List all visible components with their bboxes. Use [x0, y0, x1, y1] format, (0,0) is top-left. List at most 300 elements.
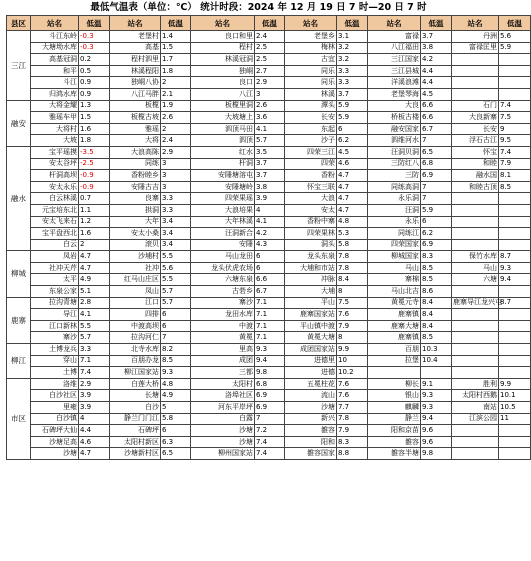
station-name: 鹿寨大塘: [368, 320, 421, 332]
station-name: 流山: [285, 390, 337, 402]
station-name: 白露: [191, 413, 255, 425]
min-temp-value: 7.4: [79, 367, 110, 379]
min-temp-value: -0.9: [79, 170, 110, 182]
min-temp-value: 8.4: [337, 274, 368, 286]
min-temp-value: 1.5: [161, 42, 191, 54]
table-row: [7, 146, 531, 158]
station-name: 里高: [191, 344, 255, 356]
station-name: [452, 216, 499, 228]
station-name: 土博龙兵: [31, 344, 79, 356]
min-temp-value: 9.4: [499, 274, 531, 286]
min-temp-value: 10: [337, 355, 368, 367]
min-temp-value: [499, 77, 531, 89]
min-temp-value: 3.9: [79, 402, 110, 414]
station-name: 梅林: [285, 42, 337, 54]
min-temp-value: 9.3: [421, 402, 452, 414]
station-name: 宝平盘西北: [31, 228, 79, 240]
county-name: 市区: [7, 378, 31, 459]
column-header: 低温: [499, 16, 531, 31]
station-name: [452, 239, 499, 251]
station-name: 大浪高陈: [110, 146, 161, 158]
min-temp-value: 8.4: [421, 297, 452, 309]
min-temp-value: 4.8: [161, 378, 191, 390]
min-temp-value: 2.7: [255, 65, 285, 77]
min-temp-value: 6.9: [421, 239, 452, 251]
station-name: 白沙: [110, 402, 161, 414]
table-body: [7, 31, 531, 460]
min-temp-value: 9.6: [421, 436, 452, 448]
min-temp-value: [499, 436, 531, 448]
station-name: 土博: [31, 367, 79, 379]
county-name: 柳江: [7, 344, 31, 379]
station-name: 洞头: [285, 239, 337, 251]
station-name: 香粉: [285, 170, 337, 182]
min-temp-value: 8.6: [421, 286, 452, 298]
station-name: 潭头: [285, 100, 337, 112]
station-name: 独峒: [191, 65, 255, 77]
station-name: [452, 88, 499, 100]
column-header: 站名: [110, 16, 161, 31]
min-temp-value: 4.6: [79, 436, 110, 448]
min-temp-value: 4.8: [337, 216, 368, 228]
station-name: 大良新寨: [452, 112, 499, 124]
table-row: [7, 378, 531, 390]
min-temp-value: 6.6: [421, 100, 452, 112]
min-temp-value: 8.5: [421, 274, 452, 286]
table-row: [7, 216, 531, 228]
min-temp-value: 2.6: [255, 100, 285, 112]
station-name: 古砦乡: [191, 286, 255, 298]
min-temp-value: 2.4: [161, 135, 191, 147]
min-temp-value: 1.8: [79, 135, 110, 147]
station-name: 阳和京苗: [368, 425, 421, 437]
station-name: 沙塘: [31, 448, 79, 460]
min-temp-value: [499, 367, 531, 379]
station-name: 良寨: [110, 193, 161, 205]
station-name: [452, 286, 499, 298]
station-name: 融水国: [452, 170, 499, 182]
min-temp-value: 8.5: [421, 332, 452, 344]
station-name: 白沙社区: [31, 390, 79, 402]
min-temp-value: 3.3: [161, 204, 191, 216]
station-name: 银山: [368, 390, 421, 402]
table-row: [7, 42, 531, 54]
station-name: 元宝培东北: [31, 204, 79, 216]
station-name: 老堡琴海: [368, 88, 421, 100]
min-temp-value: 10.4: [421, 355, 452, 367]
station-name: 静兰: [368, 413, 421, 425]
min-temp-value: 7.4: [255, 448, 285, 460]
min-temp-value: 0.5: [79, 65, 110, 77]
station-name: 斗江: [31, 77, 79, 89]
station-name: 安太小桑: [110, 228, 161, 240]
min-temp-value: [499, 228, 531, 240]
station-name: 马山: [368, 262, 421, 274]
station-name: 成团国家站: [285, 344, 337, 356]
station-name: 安太谷坪: [31, 158, 79, 170]
min-temp-value: 3.3: [79, 344, 110, 356]
station-name: 安太: [285, 204, 337, 216]
min-temp-value: 3.7: [337, 88, 368, 100]
station-name: 和平: [31, 65, 79, 77]
station-name: 大埔: [285, 286, 337, 298]
min-temp-value: 5.3: [337, 228, 368, 240]
min-temp-value: 6.9: [421, 170, 452, 182]
station-name: 林溪程阳: [110, 65, 161, 77]
station-name: 洛维: [31, 378, 79, 390]
station-name: 三江国家: [368, 54, 421, 66]
min-temp-value: 5.8: [337, 239, 368, 251]
column-header: 县区: [7, 16, 31, 31]
station-name: 汪洞: [368, 204, 421, 216]
table-row: [7, 262, 531, 274]
min-temp-value: 6.2: [421, 228, 452, 240]
station-name: [452, 367, 499, 379]
min-temp-value: 9.5: [499, 135, 531, 147]
station-name: 柳江国家站: [110, 367, 161, 379]
station-name: 柳州国家站: [191, 448, 255, 460]
station-name: 永乐洞: [368, 193, 421, 205]
min-temp-value: 9.1: [421, 378, 452, 390]
min-temp-value: [499, 216, 531, 228]
min-temp-value: 5.5: [161, 251, 191, 263]
min-temp-value: [499, 332, 531, 344]
min-temp-value: 8.7: [499, 297, 531, 309]
table-row: [7, 413, 531, 425]
column-header: 低温: [161, 16, 191, 31]
station-name: 良口: [191, 77, 255, 89]
min-temp-value: 2: [161, 123, 191, 135]
min-temp-value: 3.7: [255, 158, 285, 170]
station-name: 安陲塘岭: [191, 181, 255, 193]
station-name: [452, 309, 499, 321]
station-name: 雅瑶: [110, 123, 161, 135]
station-name: 安太永乐: [31, 181, 79, 193]
county-name: 融安: [7, 100, 31, 146]
station-name: 沙塘新村区: [110, 448, 161, 460]
station-name: 长安: [452, 123, 499, 135]
station-name: 麒麟: [368, 402, 421, 414]
station-name: 雒容: [368, 436, 421, 448]
station-name: [368, 367, 421, 379]
min-temp-value: 5.5: [79, 320, 110, 332]
min-temp-value: 8.4: [421, 309, 452, 321]
table-row: [7, 274, 531, 286]
min-temp-value: 6: [255, 262, 285, 274]
station-name: 寨棉: [368, 274, 421, 286]
min-temp-value: [499, 54, 531, 66]
station-name: 泗维河水: [368, 135, 421, 147]
station-name: 拱洞: [110, 204, 161, 216]
station-name: 沙塘足高: [31, 436, 79, 448]
min-temp-value: -2.5: [79, 158, 110, 170]
min-temp-value: 5.9: [421, 204, 452, 216]
column-header: 站名: [31, 16, 79, 31]
min-temp-value: 8.8: [337, 448, 368, 460]
table-row: [7, 448, 531, 460]
min-temp-value: 7.2: [255, 425, 285, 437]
station-name: 泗顶马田: [191, 123, 255, 135]
station-name: 古宜: [285, 54, 337, 66]
station-name: 六塘: [452, 274, 499, 286]
table-row: [7, 204, 531, 216]
min-temp-value: 7.1: [255, 309, 285, 321]
min-temp-value: 4.9: [79, 274, 110, 286]
station-name: 黄冕大塘: [285, 332, 337, 344]
min-temp-value: 7.1: [255, 332, 285, 344]
min-temp-value: 4.9: [161, 390, 191, 402]
min-temp-value: [499, 65, 531, 77]
min-temp-value: 7.6: [337, 390, 368, 402]
station-name: 良口和里: [191, 31, 255, 43]
table-row: [7, 367, 531, 379]
station-name: 冲脉: [285, 274, 337, 286]
station-name: 高基冠洞: [31, 54, 79, 66]
min-temp-value: 5.8: [161, 413, 191, 425]
table-row: [7, 65, 531, 77]
column-header: 低温: [255, 16, 285, 31]
station-name: 东泉公家: [31, 286, 79, 298]
station-name: 龙头东泉: [285, 251, 337, 263]
min-temp-value: 11: [499, 413, 531, 425]
min-temp-value: 3: [161, 158, 191, 170]
min-temp-value: 4.4: [79, 425, 110, 437]
table-row: [7, 123, 531, 135]
min-temp-value: 3.2: [337, 54, 368, 66]
station-name: 成团: [191, 355, 255, 367]
column-header: 低温: [79, 16, 110, 31]
min-temp-value: 8.4: [421, 320, 452, 332]
column-header: 站名: [191, 16, 255, 31]
min-temp-value: 6.9: [255, 402, 285, 414]
station-name: 胜利: [452, 378, 499, 390]
station-name: 红水: [191, 146, 255, 158]
min-temp-value: 5: [161, 402, 191, 414]
station-name: 新兴: [285, 413, 337, 425]
station-name: 四荣: [285, 158, 337, 170]
station-name: 社冲天芹: [31, 262, 79, 274]
station-name: 太阳村西鹅: [452, 390, 499, 402]
min-temp-value: 6.8: [255, 378, 285, 390]
min-temp-value: 1.6: [79, 123, 110, 135]
min-temp-value: 9.3: [421, 390, 452, 402]
min-temp-value: 7: [421, 193, 452, 205]
station-name: 百朋办龙: [110, 355, 161, 367]
table-row: [7, 309, 531, 321]
station-name: 太阳村新区: [110, 436, 161, 448]
min-temp-value: [499, 309, 531, 321]
station-name: 社冲: [110, 262, 161, 274]
min-temp-value: 9.9: [499, 378, 531, 390]
table-row: [7, 170, 531, 182]
station-name: 雒容半塘: [368, 448, 421, 460]
min-temp-value: -0.3: [79, 42, 110, 54]
min-temp-value: 2.1: [161, 88, 191, 100]
station-name: 浮石古江: [452, 135, 499, 147]
station-name: 和睦: [452, 158, 499, 170]
page-title: 最低气温表（单位：℃） 统计时段：2024 年 12 月 19 日 7 时—20 日 7 时: [90, 2, 427, 13]
station-name: 里雍: [31, 402, 79, 414]
min-temp-value: 4: [255, 204, 285, 216]
min-temp-value: 4.5: [421, 88, 452, 100]
station-name: 板榄: [110, 100, 161, 112]
min-temp-value: 2: [161, 77, 191, 89]
station-name: 林溪: [285, 88, 337, 100]
min-temp-value: 1.4: [161, 31, 191, 43]
station-name: 汪洞贝洞: [368, 146, 421, 158]
min-temp-value: 6: [161, 320, 191, 332]
station-name: 永乐: [368, 216, 421, 228]
min-temp-value: 4: [79, 413, 110, 425]
station-name: 滚贝: [110, 239, 161, 251]
min-temp-value: 5.1: [79, 286, 110, 298]
min-temperature-table: [6, 15, 531, 460]
station-name: 五冕柱花: [285, 378, 337, 390]
station-name: 同练: [110, 158, 161, 170]
min-temp-value: 8.5: [421, 262, 452, 274]
station-name: 东起: [285, 123, 337, 135]
station-name: 三都: [191, 367, 255, 379]
station-name: 马山: [452, 262, 499, 274]
min-temp-value: 1.7: [161, 54, 191, 66]
min-temp-value: [499, 204, 531, 216]
station-name: 大塘坳水库: [31, 42, 79, 54]
station-name: 阳和: [285, 436, 337, 448]
station-name: 白沙镇: [31, 413, 79, 425]
min-temp-value: [499, 193, 531, 205]
min-temp-value: [499, 239, 531, 251]
min-temp-value: 6.8: [421, 158, 452, 170]
station-name: 老堡乡: [285, 31, 337, 43]
min-temp-value: 1.6: [79, 228, 110, 240]
min-temp-value: 7.8: [337, 251, 368, 263]
min-temp-value: 5.6: [499, 31, 531, 43]
station-name: 石门: [452, 100, 499, 112]
min-temp-value: 3: [161, 170, 191, 182]
min-temp-value: 3.4: [161, 239, 191, 251]
station-name: 大坡: [31, 135, 79, 147]
station-name: 导江: [31, 309, 79, 321]
min-temp-value: 7.6: [337, 309, 368, 321]
station-name: 红马山庄区: [110, 274, 161, 286]
min-temp-value: 2.9: [161, 146, 191, 158]
min-temp-value: 8.7: [499, 251, 531, 263]
min-temp-value: 9.8: [255, 367, 285, 379]
station-name: 富禄匡里: [452, 42, 499, 54]
min-temp-value: 3.3: [161, 193, 191, 205]
station-name: 程村泗里: [110, 54, 161, 66]
county-name: 鹿寨: [7, 297, 31, 343]
min-temp-value: [421, 367, 452, 379]
min-temp-value: 4.7: [337, 204, 368, 216]
station-name: 龙头伏虎农场: [191, 262, 255, 274]
station-name: 大浪培果: [191, 204, 255, 216]
station-name: 沙子: [285, 135, 337, 147]
station-name: 四荣国家: [368, 239, 421, 251]
min-temp-value: 3.8: [421, 42, 452, 54]
min-temp-value: 4.1: [255, 216, 285, 228]
min-temp-value: 7: [421, 181, 452, 193]
station-name: 大良: [368, 100, 421, 112]
min-temp-value: 9.4: [255, 355, 285, 367]
table-row: [7, 355, 531, 367]
min-temp-value: 0.2: [79, 54, 110, 66]
station-name: 鹿寨国家站: [285, 309, 337, 321]
station-name: 三防: [368, 170, 421, 182]
station-name: 进德里: [285, 355, 337, 367]
station-name: [452, 355, 499, 367]
min-temp-value: 1.8: [161, 65, 191, 77]
station-name: 长安: [285, 112, 337, 124]
station-name: 寨沙: [31, 332, 79, 344]
station-name: 林溪冠洞: [191, 54, 255, 66]
min-temp-value: 5.9: [337, 112, 368, 124]
min-temp-value: 7.5: [499, 112, 531, 124]
table-row: [7, 332, 531, 344]
min-temp-value: 4.4: [421, 77, 452, 89]
min-temp-value: 8: [337, 286, 368, 298]
station-name: 板榄里洞: [191, 100, 255, 112]
county-name: 三江: [7, 31, 31, 101]
min-temp-value: 9: [499, 123, 531, 135]
station-name: 同乐: [285, 77, 337, 89]
min-temp-value: [499, 425, 531, 437]
station-name: 桥板古楼: [368, 112, 421, 124]
station-name: [452, 344, 499, 356]
min-temp-value: 4.7: [79, 448, 110, 460]
station-name: 平山镇中渡: [285, 320, 337, 332]
column-header: 低温: [421, 16, 452, 31]
min-temp-value: 8.2: [161, 344, 191, 356]
station-name: 南站: [452, 402, 499, 414]
station-name: [452, 320, 499, 332]
min-temp-value: 0.9: [79, 77, 110, 89]
min-temp-value: 7.9: [337, 425, 368, 437]
station-name: [452, 425, 499, 437]
min-temp-value: 1.5: [79, 112, 110, 124]
station-name: 长塘: [110, 390, 161, 402]
station-name: 北寺水库: [110, 344, 161, 356]
station-name: 斗江东岭: [31, 31, 79, 43]
station-name: 进德: [285, 367, 337, 379]
station-name: 沙塘: [191, 436, 255, 448]
min-temp-value: [499, 320, 531, 332]
station-name: 鹿寨镇: [368, 332, 421, 344]
station-name: [452, 65, 499, 77]
station-name: [452, 448, 499, 460]
min-temp-value: 9.3: [499, 262, 531, 274]
min-temp-value: 3.9: [255, 193, 285, 205]
min-temp-value: 3.3: [337, 77, 368, 89]
min-temp-value: [499, 286, 531, 298]
min-temp-value: 5.9: [337, 100, 368, 112]
min-temp-value: 3.3: [337, 65, 368, 77]
min-temp-value: 6.5: [421, 146, 452, 158]
station-name: 怀宝三联: [285, 181, 337, 193]
table-row: [7, 251, 531, 263]
min-temp-value: 3.2: [337, 42, 368, 54]
station-name: 洛埠社区: [191, 390, 255, 402]
station-name: 香粉中寨: [285, 216, 337, 228]
min-temp-value: 1.3: [79, 100, 110, 112]
station-name: 板榄古坡: [110, 112, 161, 124]
min-temp-value: 4.7: [337, 181, 368, 193]
min-temp-value: 9.3: [161, 367, 191, 379]
min-temp-value: 4.7: [79, 262, 110, 274]
station-name: 和睦古顶: [452, 181, 499, 193]
station-name: 拉沟青塘: [31, 297, 79, 309]
station-name: 香粉睦乡: [110, 170, 161, 182]
